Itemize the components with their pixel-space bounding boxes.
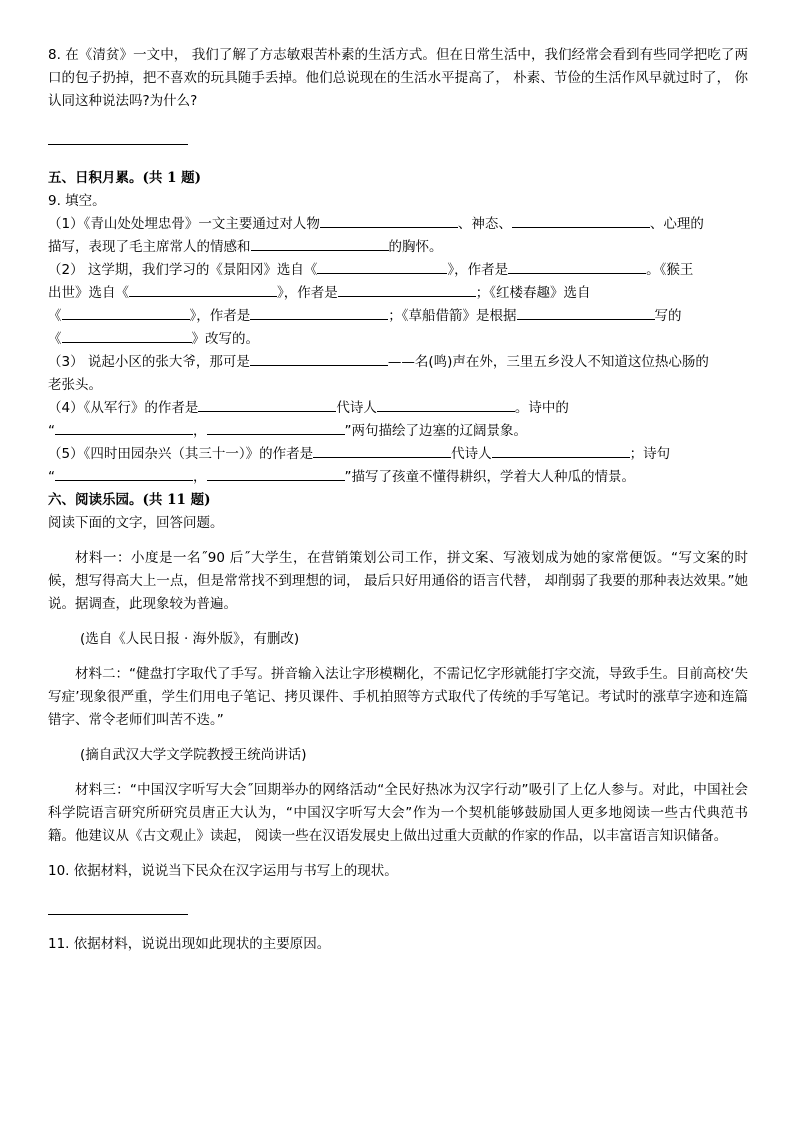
q9-item-4: （4）《从军行》的作者是 代诗人 。诗中的 [48,397,748,420]
section-5-title: 五、日积月累。(共 1 题) [48,170,202,186]
material-1-source: (选自《人民日报 · 海外版》，有删改) [80,631,300,647]
blank-2-8[interactable] [62,328,192,343]
material-1: 材料一：小度是一名˝90 后˝大学生，在营销策划公司工作，拼文案、写液划成为她的家常便饭。“写文案的时候，想写得高大上一点，但是常常找不到理想的词， 最后只好用通俗的语言代替， 却削弱了我要的那种表达效果。”她说。据调查，此现象较为普遍。 [48,550,748,612]
question-11: 11. 依据材料，说说出现如此现状的主要原因。 [48,936,331,952]
q9-item-3-cont: 老张头。 [48,377,102,393]
blank-5-1[interactable] [313,443,451,458]
blank-5-4[interactable] [207,466,345,481]
q9-item-2-cont1: 出世》选自《 》，作者是 ；《红楼春趣》选自 [48,282,748,305]
blank-4-3[interactable] [55,420,193,435]
q9-item-5: （5）《四时田园杂兴（其三十一）》的作者是 代诗人 ；诗句 [48,443,748,466]
question-9-title: 9. 填空。 [48,193,106,209]
blank-2-5[interactable] [62,305,190,320]
blank-2-7[interactable] [517,305,655,320]
q9-item-2: （2） 这学期，我们学习的《景阳冈》选自《 》，作者是 。《猴王 [48,259,748,282]
q9-item-4-cont: “ ， ”两句描绘了边塞的辽阔景象。 [48,420,748,443]
blank-5-3[interactable] [55,466,193,481]
worksheet-page [48,44,748,956]
q9-item-2-cont2: 《 》，作者是 ；《草船借箭》是根据 写的 [48,305,748,328]
reading-intro: 阅读下面的文字，回答问题。 [48,515,224,531]
material-2: 材料二：“健盘打字取代了手写。拼音输入法让字形模糊化，不需记忆字形就能打字交流，导致手生。目前高校‘失写症’现象很严重，学生们用电子笔记、拷贝课件、手机拍照等方式取代了传统的手写笔记。考试时的涨草字迹和连篇错字、常令老师们叫苦不迭。” [48,666,748,728]
blank-2-4[interactable] [338,282,476,297]
material-2-source: (摘自武汉大学文学院教授王统尚讲话) [80,747,307,763]
blank-2-3[interactable] [129,282,277,297]
material-3: 材料三：“中国汉字听写大会˝回期举办的网络活动“全民好热冰为汉字行动”吸引了上亿人参与。对此，中国社会科学院语言研究所研究员唐正大认为，“中国汉字听写大会”作为一个契机能够鼓励国人更多地阅读一些古代典范书籍。他建议从《古文观止》读起， 阅读一些在汉语发展史上做出过重大贡献的作家的作品，以丰富语言知识储备。 [48,782,748,844]
blank-4-2[interactable] [377,397,515,412]
q9-item-1: （1）《青山处处埋忠骨》一文主要通过对人物 、神态、 、心理的 [48,213,748,236]
blank-1-2[interactable] [512,213,650,228]
q9-item-1-cont: 描写，表现了毛主席常人的情感和 的胸怀。 [48,236,748,259]
blank-2-6[interactable] [250,305,388,320]
section-6-title: 六、阅读乐园。(共 11 题) [48,492,211,508]
question-8: 8. 在《清贫》一文中， 我们了解了方志敏艰苦朴素的生活方式。但在日常生活中，我们经常会看到有些同学把吃了两口的包子扔掉，把不喜欢的玩具随手丢掉。他们总说现在的生活水平提高了， 朴素、节俭的生活作风早就过时了， 你认同这种说法吗?为什么? [48,47,748,109]
blank-1-1[interactable] [320,213,458,228]
q9-item-3: （3） 说起小区的张大爷，那可是 ——名(鸣)声在外，三里五乡没人不知道这位热心肠的 [48,351,748,374]
q9-item-2-cont3: 《 》改写的。 [48,328,748,351]
blank-4-1[interactable] [198,397,336,412]
blank-2-1[interactable] [317,259,447,274]
question-10: 10. 依据材料，说说当下民众在汉字运用与书写上的现状。 [48,863,398,879]
blank-1-3[interactable] [251,236,389,251]
blank-3-1[interactable] [250,351,388,366]
blank-2-2[interactable] [508,259,646,274]
blank-5-2[interactable] [492,443,630,458]
q9-item-5-cont: “ ， ”描写了孩童不懂得耕织，学着大人种瓜的情景。 [48,466,748,489]
blank-4-4[interactable] [207,420,345,435]
